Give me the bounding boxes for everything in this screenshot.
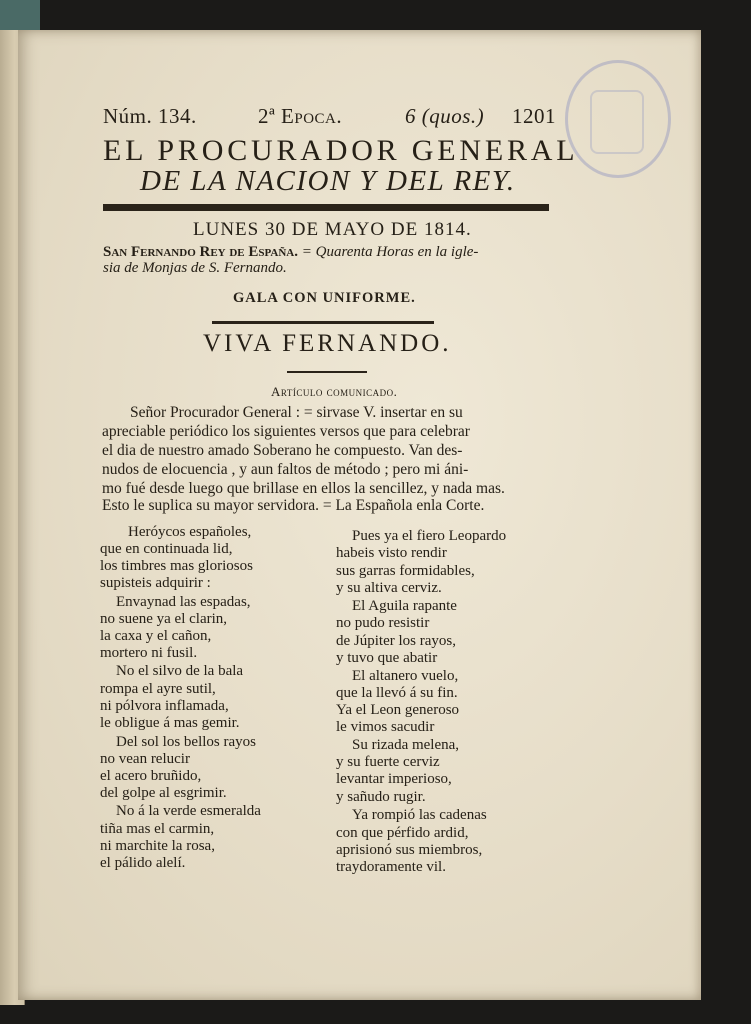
prose-line: Señor Procurador General : = sirvase V. insertar en su xyxy=(130,404,463,421)
page-number: 1201 xyxy=(512,104,556,128)
verse-line: habeis visto rendir xyxy=(336,545,447,561)
verse-line: y su fuerte cerviz xyxy=(336,754,440,770)
verse-line: que la llevó á su fin. xyxy=(336,685,458,701)
religious-notice-line1 xyxy=(103,244,478,261)
religious-notice-line2: sia de Monjas de S. Fernando. xyxy=(103,260,287,276)
epoch-label: 2ª Epoca. xyxy=(258,104,343,128)
library-stamp-emblem xyxy=(590,90,644,154)
prose-line: Esto le suplica su mayor servidora. = La Española enla Corte. xyxy=(102,497,485,514)
verse-line: traydoramente vil. xyxy=(336,859,446,875)
masthead-title: EL PROCURADOR GENERAL xyxy=(103,134,579,167)
verse-line: le vimos sacudir xyxy=(336,719,435,735)
verse-line: los timbres mas gloriosos xyxy=(100,558,253,574)
verse-line: rompa el ayre sutil, xyxy=(100,681,216,697)
verse-line: que en continuada lid, xyxy=(100,541,233,557)
verse-line: Del sol los bellos rayos xyxy=(116,734,256,750)
verse-line: Ya rompió las cadenas xyxy=(352,807,487,823)
verse-line: y tuvo que abatir xyxy=(336,650,438,666)
verse-line: no vean relucir xyxy=(100,751,190,767)
masthead-subtitle: DE LA NACION Y DEL REY. xyxy=(140,165,516,197)
issue-number: Núm. 134. xyxy=(103,104,197,128)
verse-line: levantar imperioso, xyxy=(336,771,452,787)
verse-line: el pálido alelí. xyxy=(100,855,186,871)
verse-line: no suene ya el clarin, xyxy=(100,611,228,627)
library-tab xyxy=(0,0,40,30)
prose-line: el dia de nuestro amado Soberano he compuesto. Van des- xyxy=(102,442,463,459)
article-label: Artículo comunicado. xyxy=(271,384,398,399)
headline-rule xyxy=(287,371,367,373)
price-label: 6 (quos.) xyxy=(405,104,485,128)
date-line: LUNES 30 DE MAYO DE 1814. xyxy=(193,219,472,240)
verse-line: No el silvo de la bala xyxy=(116,663,244,679)
section-rule xyxy=(212,321,434,324)
verse-line: El Aguila rapante xyxy=(352,598,457,614)
verse-line: No á la verde esmeralda xyxy=(116,803,261,819)
verse-line: Envaynad las espadas, xyxy=(116,594,251,610)
verse-line: aprisionó sus miembros, xyxy=(336,842,483,858)
verse-line: la caxa y el cañon, xyxy=(100,628,212,644)
verse-line: le obligue á mas gemir. xyxy=(100,715,240,731)
verse-line: y sañudo rugir. xyxy=(336,789,426,805)
verse-line: y su altiva cerviz. xyxy=(336,580,442,596)
verse-line: tiña mas el carmin, xyxy=(100,821,215,837)
masthead-rule xyxy=(103,204,549,211)
verse-line: de Júpiter los rayos, xyxy=(336,633,456,649)
verse-line: El altanero vuelo, xyxy=(352,668,459,684)
verse-line: sus garras formidables, xyxy=(336,563,475,579)
verse-line: Heróycos españoles, xyxy=(128,524,252,540)
verse-line: el acero bruñido, xyxy=(100,768,202,784)
verse-line: Ya el Leon generoso xyxy=(336,702,460,718)
verse-line: Su rizada melena, xyxy=(352,737,460,753)
notice-place: San Fernando Rey de España. xyxy=(103,244,299,260)
verse-line: supisteis adquirir : xyxy=(100,575,211,591)
headline: VIVA FERNANDO. xyxy=(203,330,452,357)
verse-line: ni pólvora inflamada, xyxy=(100,698,229,714)
verse-line: no pudo resistir xyxy=(336,615,430,631)
verse-line: ni marchite la rosa, xyxy=(100,838,215,854)
prose-line: nudos de elocuencia , y aun faltos de método ; pero mi áni- xyxy=(102,461,469,478)
verse-line: del golpe al esgrimir. xyxy=(100,785,227,801)
verse-line: mortero ni fusil. xyxy=(100,645,198,661)
prose-line: apreciable periódico los siguientes versos que para celebrar xyxy=(102,423,470,440)
gala-notice: GALA CON UNIFORME. xyxy=(233,290,416,306)
notice-text: = Quarenta Horas en la igle- xyxy=(298,244,479,260)
verse-line: Pues ya el fiero Leopardo xyxy=(352,528,507,544)
prose-line: mo fué desde luego que brillase en ellos la sencillez, y nada mas. xyxy=(102,480,505,497)
verse-line: con que pérfido ardid, xyxy=(336,825,469,841)
